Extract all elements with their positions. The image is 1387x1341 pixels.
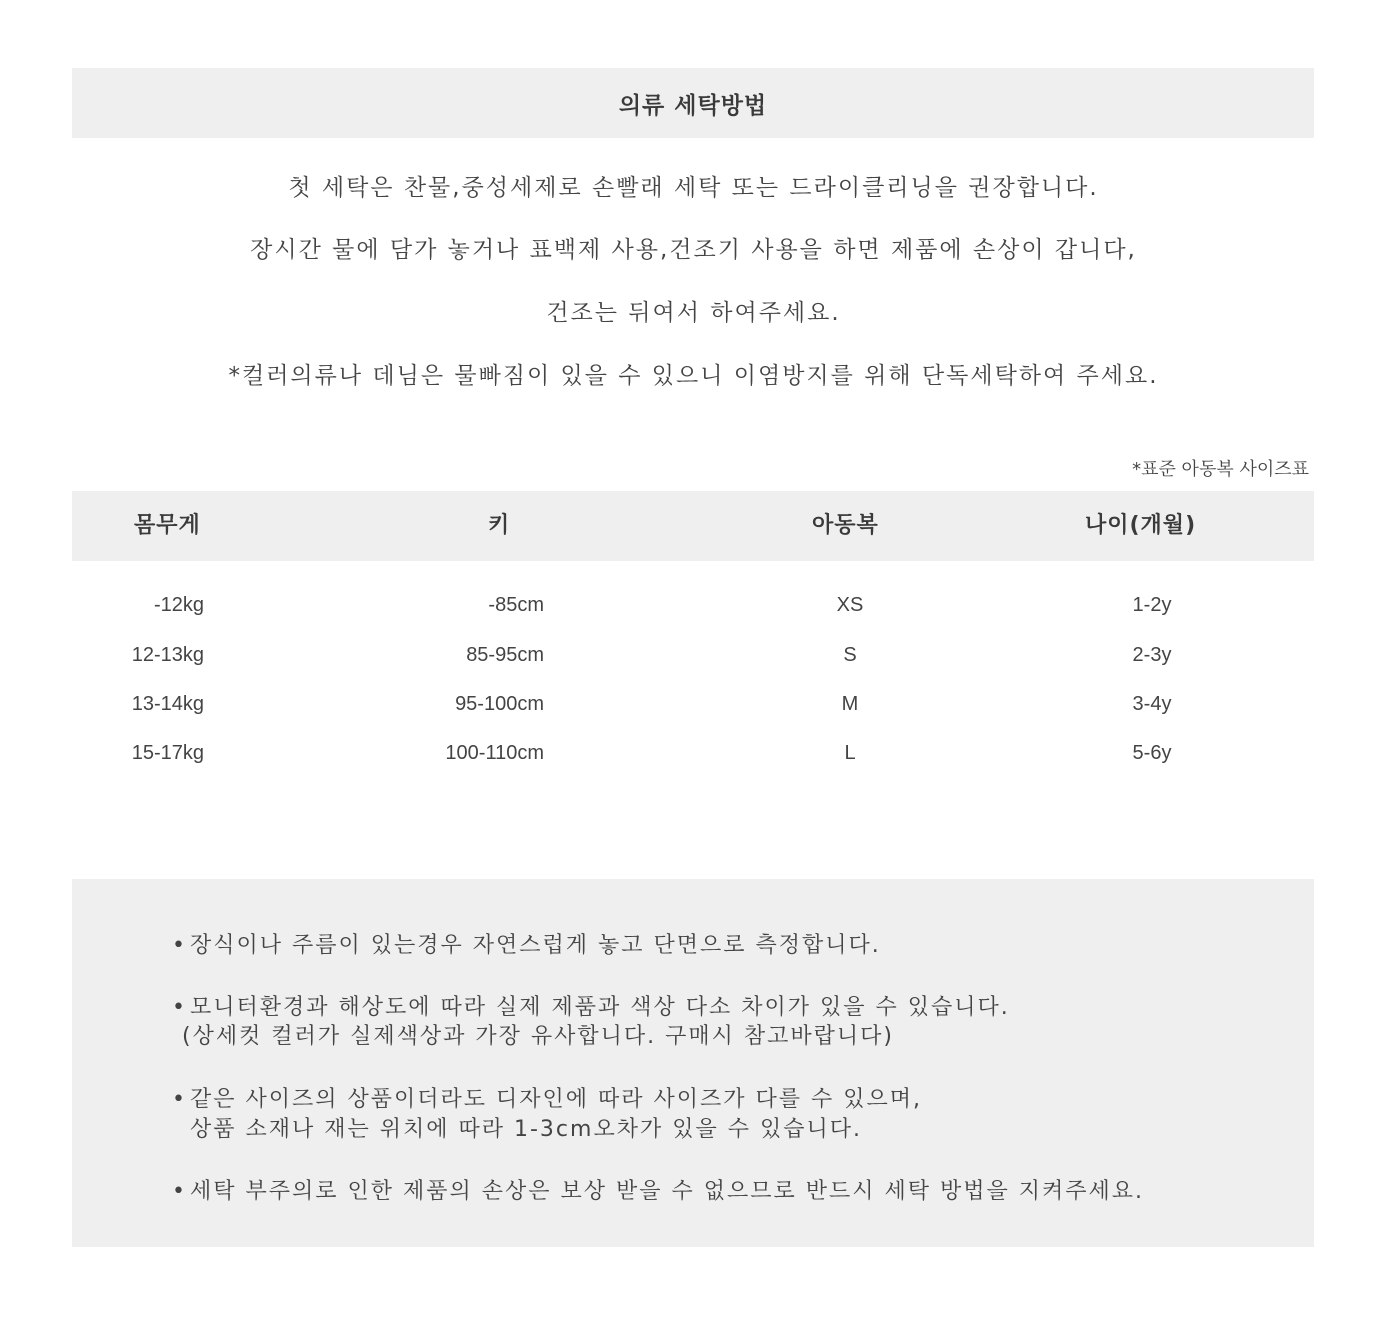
notice-text: 같은 사이즈의 상품이더라도 디자인에 따라 사이즈가 다를 수 있으며, xyxy=(190,1087,922,1112)
bullet-icon: • xyxy=(172,1087,187,1112)
cell-size: XS xyxy=(836,594,864,616)
header-weight: 몸무게 xyxy=(134,513,201,538)
cell-size: M xyxy=(841,693,859,715)
size-table-header xyxy=(72,491,1314,561)
cell-height: 100-110cm xyxy=(445,742,544,764)
cell-age: 2-3y xyxy=(1132,644,1172,666)
cell-size: L xyxy=(844,742,856,764)
size-table-caption: *표준 아동복 사이즈표 xyxy=(1132,459,1309,480)
cell-age: 5-6y xyxy=(1132,742,1172,764)
notice-text: 장식이나 주름이 있는경우 자연스럽게 놓고 단면으로 측정합니다. xyxy=(190,933,881,958)
table-row xyxy=(0,644,1387,674)
wash-line: 장시간 물에 담가 놓거나 표백제 사용,건조기 사용을 하면 제품에 손상이 갑니다, xyxy=(250,237,1137,263)
notice-text: 세탁 부주의로 인한 제품의 손상은 보상 받을 수 없으므로 반드시 세탁 방법을 지켜주세요. xyxy=(190,1179,1144,1204)
notice-subtext: 상품 소재나 재는 위치에 따라 1-3cm오차가 있을 수 있습니다. xyxy=(190,1117,862,1142)
notice-item xyxy=(172,1177,1144,1207)
cell-weight: 12-13kg xyxy=(131,644,204,666)
table-row xyxy=(0,594,1387,624)
notice-item xyxy=(172,931,881,961)
cell-height: -85cm xyxy=(488,594,544,616)
header-size: 아동복 xyxy=(812,513,879,538)
notice-text: 모니터환경과 해상도에 따라 실제 제품과 색상 다소 차이가 있을 수 있습니다. xyxy=(190,995,1010,1020)
bullet-icon: • xyxy=(172,1179,187,1204)
wash-header-band xyxy=(72,68,1314,138)
notice-subtext: (상세컷 컬러가 실제색상과 가장 유사합니다. 구매시 참고바랍니다) xyxy=(182,1024,894,1049)
bullet-icon: • xyxy=(172,933,187,958)
table-row xyxy=(0,693,1387,723)
wash-line: 건조는 뒤여서 하여주세요. xyxy=(546,300,841,326)
cell-age: 1-2y xyxy=(1132,594,1172,616)
wash-line: 첫 세탁은 찬물,중성세제로 손빨래 세탁 또는 드라이클리닝을 권장합니다. xyxy=(288,175,1099,201)
wash-line: *컬러의류나 데님은 물빠짐이 있을 수 있으니 이염방지를 위해 단독세탁하여 주세요. xyxy=(228,363,1159,389)
table-row xyxy=(0,742,1387,772)
cell-weight: 13-14kg xyxy=(131,693,204,715)
header-age: 나이(개월) xyxy=(1085,513,1197,538)
bullet-icon: • xyxy=(172,995,187,1020)
notice-item xyxy=(172,1085,922,1115)
cell-weight: 15-17kg xyxy=(131,742,204,764)
notice-item xyxy=(172,993,1010,1023)
cell-weight: -12kg xyxy=(153,594,204,616)
cell-height: 85-95cm xyxy=(466,644,544,666)
cell-height: 95-100cm xyxy=(455,693,544,715)
wash-title: 의류 세탁방법 xyxy=(618,92,768,119)
notice-box xyxy=(72,879,1314,1247)
cell-size: S xyxy=(843,644,857,666)
header-height: 키 xyxy=(488,513,511,538)
cell-age: 3-4y xyxy=(1132,693,1172,715)
